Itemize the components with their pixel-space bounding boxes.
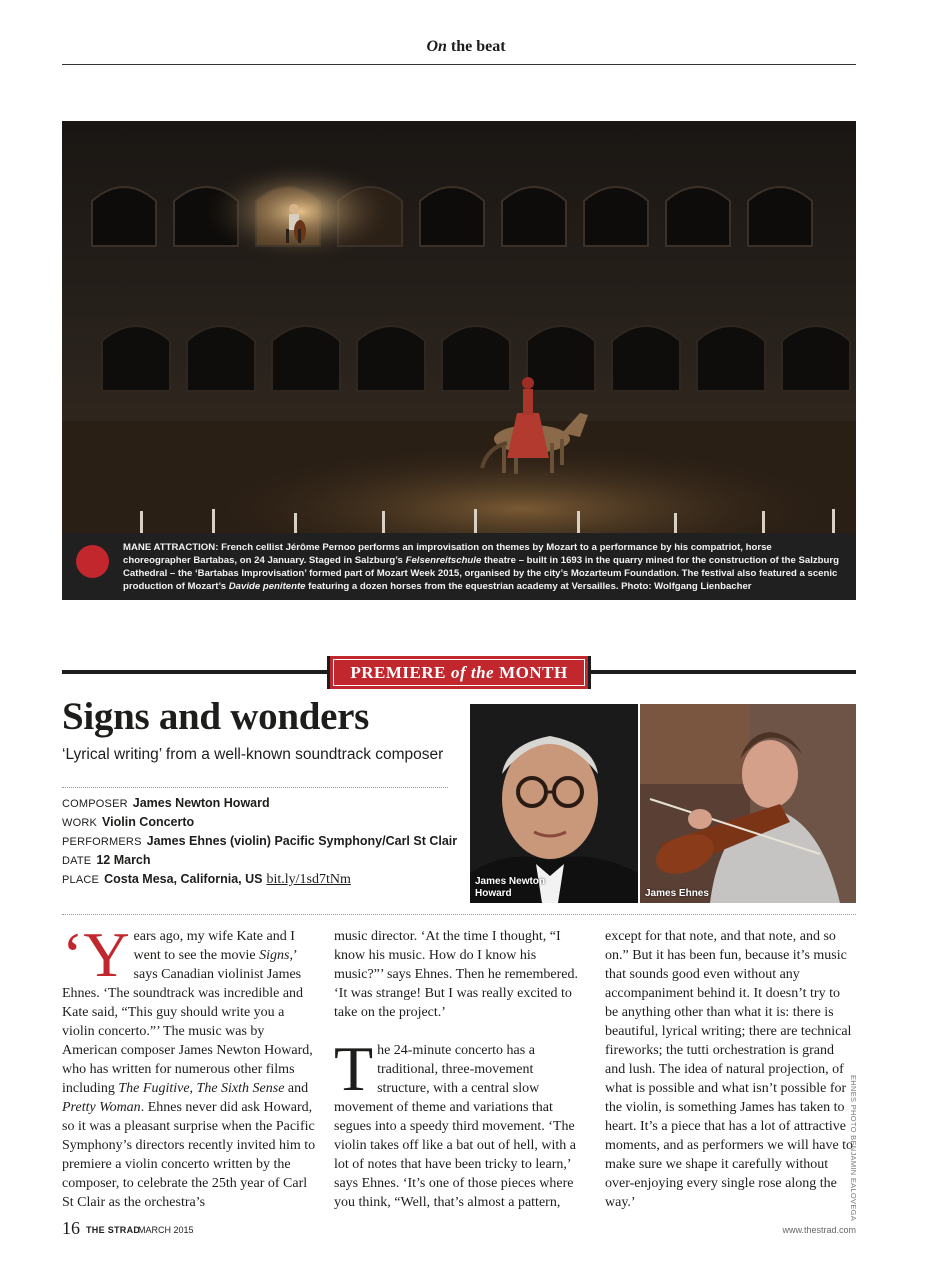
event-link[interactable]: bit.ly/1sd7tNm (266, 872, 351, 887)
body-column-2: music director. ‘At the time I thought, “I know his music. How do I know his music?”’ says Ehnes. Then he remembered. ‘It was strange! But I was really excited to take on the project.’ The 24-minute concerto has a traditional, three-movement structure, with a central slow movement of theme and variations that segues into a speedy third movement. ‘The violin takes off like a bat out of hell, with a lot of notes that have been tricky to learn,’ says Ehnes. ‘It’s one of those pieces where you think, “Well, that’s almost a pattern, (334, 929, 579, 1210)
fact-work: WORK Violin Concerto (62, 815, 195, 829)
issue-date: MARCH 2015 (138, 1225, 194, 1235)
divider-dotted (62, 914, 856, 915)
banner-rule-right (591, 670, 856, 674)
body-column-1: ‘Years ago, my wife Kate and I went to see the movie Signs,’ says Canadian violinist James Ehnes. ‘The soundtrack was incredible and Kate said, “This guy should write you a violin concerto.”’ The music was by American composer James Newton Howard, who has written for numerous other films including The Fugitive, The Sixth Sense and Pretty Woman. Ehnes never did ask Howard, so it was a pleasant surprise when the Pacific Symphony’s directors recently invited him to premiere a violin concerto written by the composer, to celebrate the 25th year of Carl St Clair as the orchestra’s (62, 919, 316, 1210)
premiere-banner: PREMIERE of the MONTH (327, 656, 591, 689)
feature-photo-image (62, 121, 856, 533)
banner-rule-left (62, 670, 327, 674)
website-link[interactable]: www.thestrad.com (782, 1225, 856, 1235)
running-head (0, 38, 932, 56)
portrait-ehnes (640, 704, 856, 903)
fact-performers: PERFORMERS James Ehnes (violin) Pacific Symphony/Carl St Clair (62, 834, 458, 848)
drop-cap: T (334, 1033, 374, 1104)
header-rule (62, 64, 856, 65)
portrait-howard-caption: James Newton Howard (475, 876, 546, 899)
magazine-brand: THE STRAD (86, 1225, 141, 1235)
divider-dotted (62, 787, 448, 788)
caption-lead: MANE ATTRACTION: (123, 542, 219, 553)
feature-photo (62, 121, 856, 533)
fact-composer: COMPOSER James Newton Howard (62, 796, 270, 810)
photo-caption: MANE ATTRACTION: French cellist Jérôme Pernoo performs an improvisation on themes by Mozart to a performance by his compatriot, horse choreographer Bartabas, on 24 January. Staged in Salzburg’s Felsenreitschule theatre – built in 1693 in the quarry mined for the construction of the Salzburg Cathedral – the ‘Bartabas Improvisation’ formed part of Mozart Week 2015, organised by the city’s Mozarteum Foundation. The festival also featured a scenic production of Mozart’s Davide penitente featuring a dozen horses from the equestrian academy at Versailles. Photo: Wolfgang Lienbacher (123, 542, 839, 592)
page-number: 16 (62, 1218, 80, 1238)
body-column-3: except for that note, and that note, and so on.” But it has been fun, because it’s music that sounds good even without any accompaniment behind it. It doesn’t try to be anything other than what it is: there is beautiful, lyrical writing; there are technical fireworks; the tutti orchestration is grand and lush. The idea of natural projection, of what is possible and what isn’t possible for the violin, is something James has taken to heart. It’s a piece that has a lot of attractive moments, and as performers we will have to make sure we shape it carefully without over-enjoying every single rose along the way.’ (605, 929, 854, 1210)
photo-credit: EHNES PHOTO BENJAMIN EALOVEGA (849, 1075, 858, 1222)
section-rest: the beat (450, 38, 506, 55)
portrait-howard (470, 704, 638, 903)
fact-place: PLACE Costa Mesa, California, US bit.ly/1sd7tNm (62, 872, 351, 887)
caption-dot (76, 545, 109, 578)
drop-cap: ‘Y (62, 919, 130, 990)
article-title: Signs and wonders (62, 695, 370, 738)
portrait-ehnes-caption: James Ehnes (645, 888, 709, 899)
section-italic: On (426, 38, 447, 55)
fact-date: DATE 12 March (62, 853, 151, 867)
standfirst: ‘Lyrical writing’ from a well-known soundtrack composer (62, 746, 444, 763)
